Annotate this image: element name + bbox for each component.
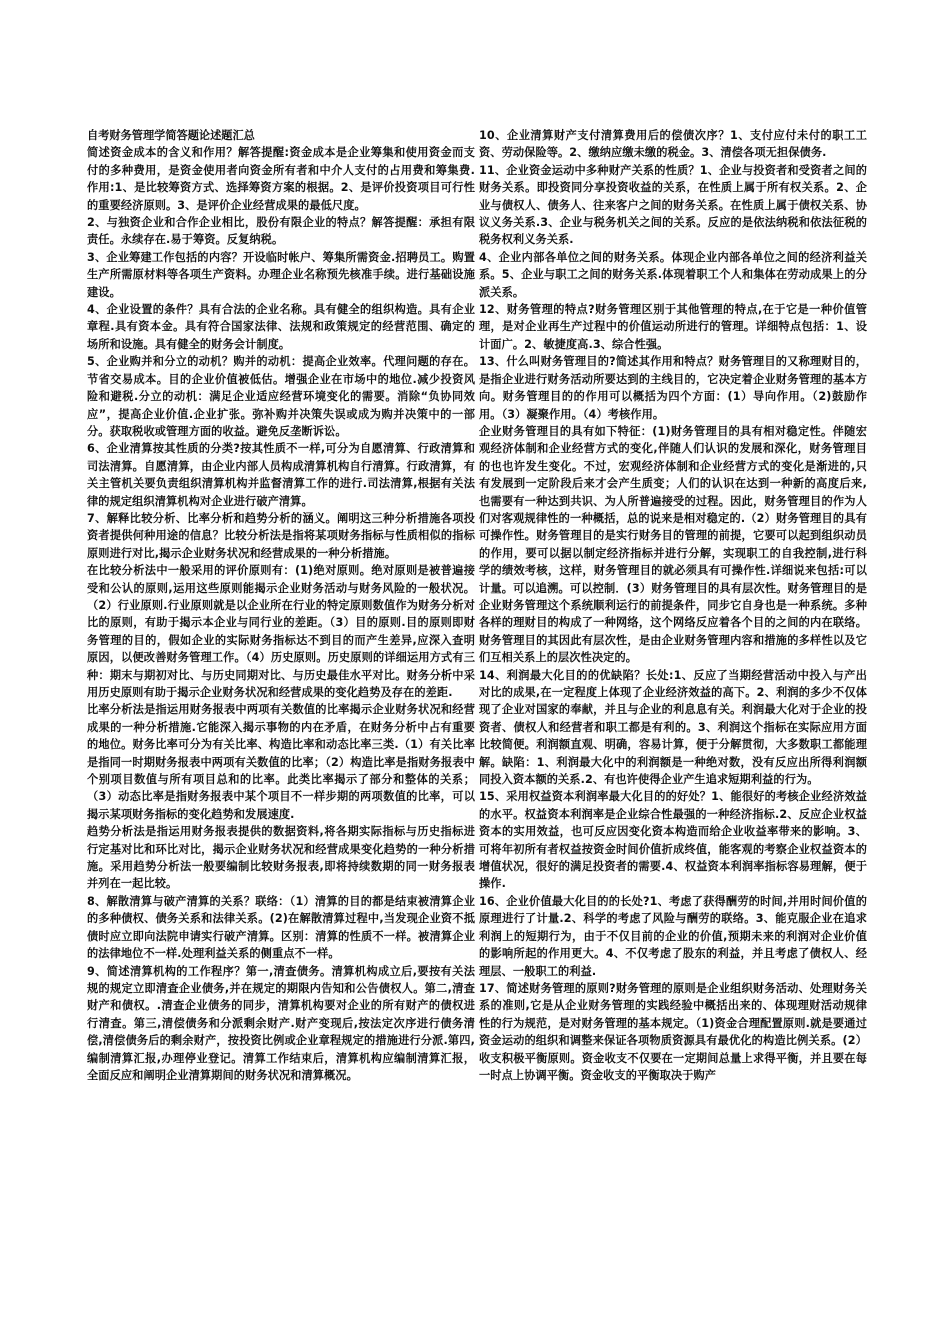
- paragraph: 11、企业资金运动中多种财产关系的性质？1、企业与投资者和受资者之间的财务关系。即投资同分享投资收益的关系，在性质上属于所有权关系。2、企业与债权人、债务人、往来客户之间的财务关系。在性质上属于债权关系、协议义务关系.3、企业与税务机关之间的关系。反应的是依法纳税和依法征税的税务权利义务关系.: [479, 163, 867, 247]
- paragraph: 10、企业清算财产支付清算费用后的偿债次序？1、支付应付未付的职工工资、劳动保险等。2、缴纳应缴未缴的税金。3、清偿各项无担保债务.: [479, 129, 867, 160]
- document-title: 自考财务管理学简答题论述题汇总: [87, 129, 255, 142]
- paragraph: 17、简述财务管理的原则?财务管理的原则是企业组织财务活动、处理财务关系的准则,它是从企业财务管理的实践经验中概括出来的、体现理财活动规律性的行为规范，是对财务管理的基本规定。（1)资金合理配置原则.就是要通过资金运动的组织和调整来保证各项物质资源具有最优化的构造比例关系。(2）收支积极平衡原则。资金收支不仅要在一定期间总量上求得平衡，并且要在每一时点上协调平衡。资金收支的平衡取决于购产: [479, 981, 867, 1082]
- paragraph: 7、解释比较分析、比率分析和趋势分析的涵义。阐明这三种分析措施各项投资者提供何种用途的信息？比较分析法是指将某项财务指标与性质相似的指标原则进行对比,揭示企业财务状况和经营成果的一种分析措施。: [87, 511, 475, 560]
- paragraph: 4、企业设置的条件？具有合法的企业名称。具有健全的组织构造。具有企业章程.具有资本金。具有符合国家法律、法规和政策规定的经营范围、确定的场所和设施。具有健全的财务会计制度。: [87, 303, 475, 351]
- paragraph: 趋势分析法是指运用财务报表提供的数据资料,将各期实际指标与历史指标进行定基对比和环比对比，揭示企业财务状况和经营成果变化趋势的一种分析措施。采用趋势分析法一般要编制比较财务报表,即将持续数期的同一财务报表并列在一起比较。: [87, 825, 475, 891]
- paragraph: 比率分析法是指运用财务报表中两项有关数值的比率揭示企业财务状况和经营成果的一种分析措施.它能深入揭示事物的内在矛盾，在财务分析中占有重要的地位。财务比率可分为有关比率、构造比率和动态比率三类.（1）有关比率是指同一时期财务报表中两项有关数值的比率；（2）构造比率是指财务报表中个别项目数值与所有项目总和的比率。此类比率揭示了部分和整体的关系；（3）动态比率是指财务报表中某个项目不一样步期的两项数值的比率，可以揭示某项财务指标的变化趋势和发展速度.: [87, 703, 475, 821]
- paragraph: 在比较分析法中一般采用的评价原则有：(1)绝对原则。绝对原则是被普遍接受和公认的原则,运用这些原则能揭示企业财务活动与财务风险的一般状况。（2）行业原则.行业原则就是以企业所在行业的特定原则数值作为财务分析对比的原则，有助于揭示本企业与同行业的差距。（3）目的原则.目的原则即财务管理的目的，假如企业的实际财务指标达不到目的而产生差异,应深入查明原因，以便改善财务管理工作。（4）历史原则。历史原则的详细运用方式有三种：期末与期初对比、与历史同期对比、与历史最佳水平对比。财务分析中采用历史原则有助于揭示企业财务状况和经营成果的变化趋势及存在的差距.: [87, 564, 475, 699]
- paragraph: 6、企业清算按其性质的分类?按其性质不一样,可分为自愿清算、行政清算和司法清算。自愿清算，由企业内部人员构成清算机构自行清算。行政清算，有关主管机关要负责组织清算机构并监督清算工作的进行.司法清算,根据有关法律的规定组织清算机构对企业进行破产清算。: [87, 442, 475, 508]
- paragraph: 企业财务管理目的具有如下特征：(1)财务管理目的具有相对稳定性。伴随宏观经济体制和企业经营方式的变化,伴随人们认识的发展和深化，财务管理目的也也许发生变化。不过，宏观经济体制和企业经营方式的变化是渐进的,只有发展到一定阶段后来才会产生质变；人们的认识在达到一种新的高度后来,也需要有一种达到共识、为人所普遍接受的过程。因此，财务管理目的作为人们对客观规律性的一种概括，总的说来是相对稳定的.（2）财务管理目的具有可操作性。财务管理目的是实行财务目的管理的前提，它要可以起到组织动员的作用，要可以据以制定经济指标并进行分解，实现职工的自我控制,进行科学的绩效考核，这样，财务管理目的就必须具有可操作性.详细说来包括:可以计量。可以追溯。可以控制．(3）财务管理目的具有层次性。财务管理目的是企业财务管理这个系统顺利运行的前提条件，同步它自身也是一种系统。多种各样的理财目的构成了一种网络，这个网络反应着各个目的之间的内在联络。财务管理目的其因此有层次性，是由企业财务管理内容和措施的多样性以及它们互相关系上的层次性决定的。: [479, 424, 867, 665]
- paragraph: 14、利润最大化目的的优缺陷？长处:1、反应了当期经营活动中投入与产出对比的成果,在一定程度上体现了企业经济效益的高下。2、利润的多少不仅体现了企业对国家的奉献，并且与企业的利息息有关。利润最大化对于企业的投资者、债权人和经营者和职工都是有利的。3、利润这个指标在实际应用方面比较简便。利润额直观、明确，容易计算，便于分解贯彻，大多数职工都能理解。缺陷：1、利润最大化中的利润额是一种绝对数，没有反应出所得利润额同投入资本额的关系.2、有也许使得企业产生追求短期利益的行为。: [479, 668, 867, 787]
- paragraph: 5、企业购并和分立的动机？购并的动机：提高企业效率。代理问题的存在。节省交易成本。目的企业价值被低估。增强企业在市场中的地位.减少投资风险和避税.分立的动机：满足企业适应经营环境变化的需要。消除“负协同效应”，提高企业价值.企业扩张。弥补购并决策失误或成为购并决策中的一部分。获取税收或管理方面的收益。避免反垄断诉讼。: [87, 355, 475, 438]
- paragraph: 12、财务管理的特点?财务管理区别于其他管理的特点,在于它是一种价值管理，是对企业再生产过程中的价值运动所进行的管理。详细特点包括：1、设计面广。2、敏捷度高.3、综合性强。: [479, 303, 867, 351]
- paragraph: 8、解散清算与破产清算的关系？联络：（1）清算的目的都是结束被清算企业的多种债权、债务关系和法律关系。(2)在解散清算过程中,当发现企业资不抵债时应立即向法院申请实行破产清算。区别：清算的性质不一样。被清算企业的法律地位不一样.处理利益关系的侧重点不一样。: [87, 894, 475, 961]
- paragraph: 4、企业内部各单位之间的财务关系。体现企业内部各单位之间的经济利益关系。5、企业与职工之间的财务关系.体现着职工个人和集体在劳动成果上的分派关系。: [479, 250, 867, 299]
- paragraph: 9、简述清算机构的工作程序？第一,清查债务。清算机构成立后,要按有关法规的规定立即清查企业债务,并在规定的期限内告知和公告债权人。第二,清查财产和债权。.清查企业债务的同步，清算机构要对企业的所有财产的债权进行清查。第三,清偿债务和分派剩余财产.财产变现后,按法定次序进行债务清偿,清偿债务后的剩余财产，按投资比例或企业章程规定的措施进行分派.第四,编制清算汇报,办理停业登记。清算工作结束后，清算机构应编制清算汇报，全面反应和阐明企业清算期间的财务状况和清算概况。: [87, 964, 475, 1082]
- paragraph: 简述资金成本的含义和作用？解答提醒:资金成本是企业筹集和使用资金而支付的多种费用，是资金使用者向资金所有者和中介人支付的占用费和筹集费.作用:1、是比较筹资方式、选择筹资方案的根据。2、是评价投资项目可行性的重要经济原则。3、是评价企业经营成果的最低尺度。: [87, 146, 475, 212]
- right-column: [479, 127, 867, 1084]
- paragraph: 16、企业价值最大化目的的长处?1、考虑了获得酬劳的时间,并用时间价值的原理进行了计量.2、科学的考虑了风险与酬劳的联络。3、能克服企业在追求利润上的短期行为，由于不仅目前的企业的价值,预期未来的利润对企业价值的影响所起的作用更大。4、不仅考虑了股东的利益，并且考虑了债权人、经理层、一般职工的利益.: [479, 894, 867, 978]
- paragraph: 2、与独资企业和合作企业相比，股份有限企业的特点？解答提醒：承担有限责任。永续存在.易于筹资。反复纳税。: [87, 216, 475, 247]
- paragraph: 15、采用权益资本利润率最大化目的的好处？1、能很好的考核企业经济效益的水平。权益资本利润率是企业综合性最强的一种经济指标.2、反应企业权益资本的实用效益，也可反应因变化资本构造而给企业收益率带来的影响。3、可将年初所有者权益按资金时间价值折成终值，能客观的考察企业权益资本的增值状况，很好的满足投资者的需要.4、权益资本利润率指标容易理解，便于操作.: [479, 790, 867, 891]
- paragraph: 13、什么叫财务管理目的?简述其作用和特点？财务管理目的又称理财目的，是指企业进行财务活动所要达到的主线目的，它决定着企业财务管理的基本方向。财务管理目的的作用可以概括为四个方面：(1）导向作用。（2)鼓励作用。（3）凝聚作用。（4）考核作用。: [479, 355, 867, 421]
- paragraph: 3、企业筹建工作包括的内容？开设临时帐户、筹集所需资金.招聘员工。购置生产所需原材料等各项生产资料。办理企业名称预先核准手续。进行基础设施建设。: [87, 250, 475, 299]
- left-column: [87, 127, 475, 1084]
